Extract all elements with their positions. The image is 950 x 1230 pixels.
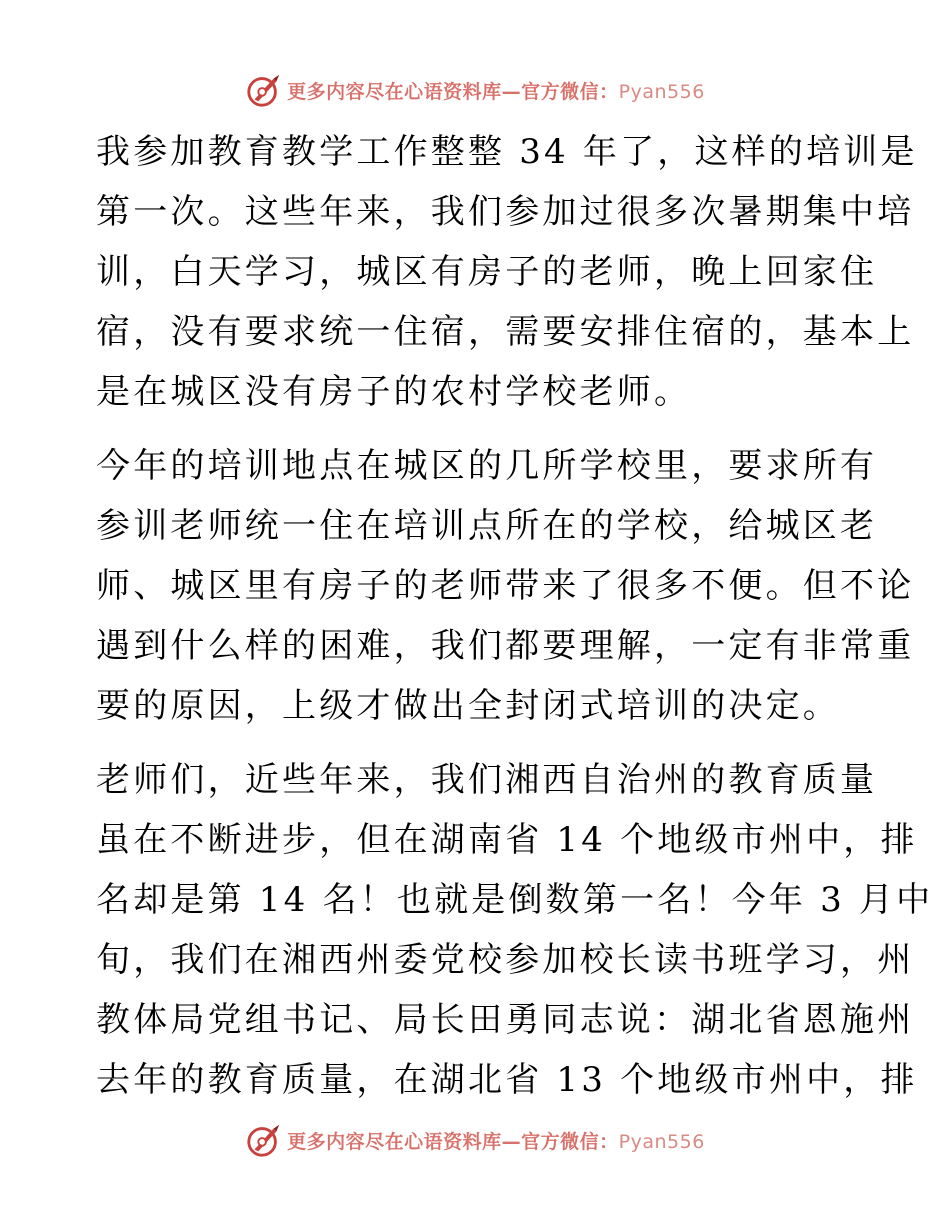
document-body <box>96 122 934 1124</box>
text-line: 今年的培训地点在城区的几所学校里，要求所有 <box>96 446 878 486</box>
quill-logo-icon <box>245 1121 283 1159</box>
text-line: 教体局党组书记、局长田勇同志说：湖北省恩施州 <box>96 1000 915 1040</box>
watermark-wechat-id: Pyan556 <box>618 80 705 103</box>
watermark-wechat-id: Pyan556 <box>618 1130 705 1153</box>
paragraph-3 <box>96 750 934 1110</box>
text-line: 是在城区没有房子的农村学校老师。 <box>96 372 692 412</box>
header-watermark <box>0 68 950 112</box>
text-line: 师、城区里有房子的老师带来了很多不便。但不论 <box>96 566 915 606</box>
text-line: 遇到什么样的困难，我们都要理解，一定有非常重 <box>96 626 915 666</box>
watermark-text: 更多内容尽在心语资料库—官方微信：Pyan556 <box>287 1130 705 1153</box>
paragraph-1 <box>96 122 918 422</box>
text-line: 训，白天学习，城区有房子的老师，晚上回家住 <box>96 252 878 292</box>
text-line: 老师们，近些年来，我们湘西自治州的教育质量 <box>96 760 878 800</box>
text-line: 去年的教育质量，在湖北省 13 个地级市州中，排 <box>96 1060 918 1100</box>
text-line: 虽在不断进步，但在湖南省 14 个地级市州中，排 <box>96 820 918 860</box>
watermark-text: 更多内容尽在心语资料库—官方微信：Pyan556 <box>287 80 705 103</box>
quill-logo-icon <box>245 71 283 109</box>
text-line: 第一次。这些年来，我们参加过很多次暑期集中培 <box>96 192 915 232</box>
footer-watermark <box>0 1118 950 1162</box>
text-line: 旬，我们在湘西州委党校参加校长读书班学习，州 <box>96 940 915 980</box>
text-line: 要的原因，上级才做出全封闭式培训的决定。 <box>96 686 840 726</box>
text-line: 我参加教育教学工作整整 34 年了，这样的培训是 <box>96 132 918 172</box>
text-line: 参训老师统一住在培训点所在的学校，给城区老 <box>96 506 878 546</box>
text-line: 宿，没有要求统一住宿，需要安排住宿的，基本上 <box>96 312 915 352</box>
text-line: 名却是第 14 名！也就是倒数第一名！今年 3 月中 <box>96 880 934 920</box>
paragraph-2 <box>96 436 915 736</box>
